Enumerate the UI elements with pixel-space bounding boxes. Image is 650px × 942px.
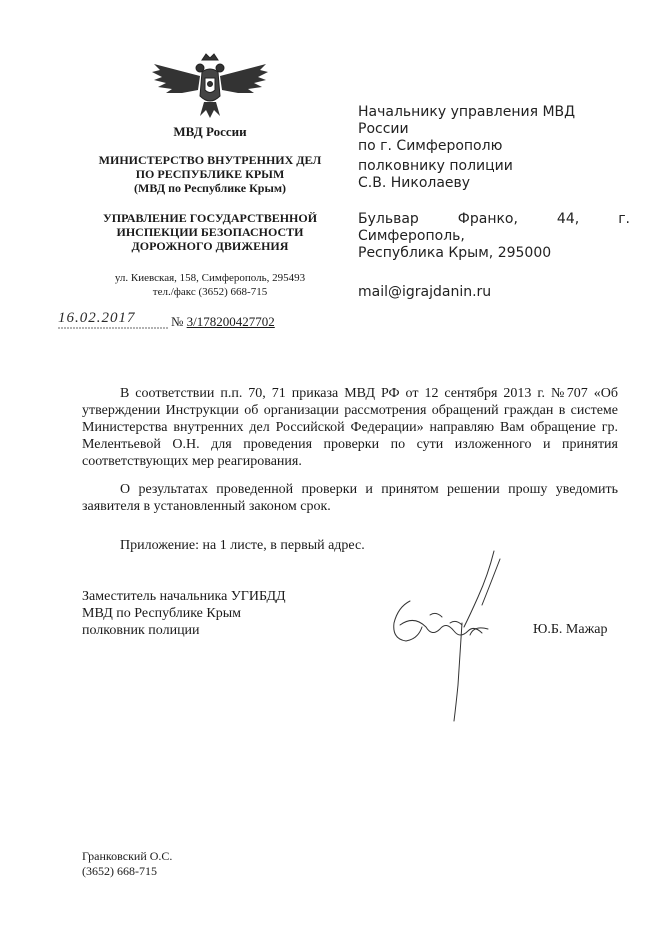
ministry-line: ПО РЕСПУБЛИКЕ КРЫМ (135, 167, 285, 181)
signer-position (82, 588, 382, 639)
department-block (60, 211, 360, 253)
department-line: ИНСПЕКЦИИ БЕЗОПАСНОСТИ (116, 225, 304, 239)
body-paragraph-2: О результатах проведенной проверки и принятом решении прошу уведомить заявителя в установленный законом срок. (82, 482, 618, 514)
department-line: ДОРОЖНОГО ДВИЖЕНИЯ (131, 239, 289, 253)
executor-phone: (3652) 668-715 (82, 864, 157, 878)
department-line: УПРАВЛЕНИЕ ГОСУДАРСТВЕННОЙ (102, 211, 318, 225)
recipient-title-line: Начальнику управления МВД России (358, 104, 576, 137)
date-underline (58, 326, 170, 330)
signer-position-line: Заместитель начальника УГИБДД (82, 589, 286, 604)
body-paragraph-1: В соответствии п.п. 70, 71 приказа МВД РФ от 12 сентября 2013 г. №707 «Об утверждении Инструкции об организации рассмотрения обращений граждан в системе Министерства внутренних дел Российской Федерации» направляю Вам обращение гр. Мелентьевой О.Н. для проведения проверки по сути изложенного и принятия соответствующих мер реагирования. (82, 386, 618, 469)
recipient-rank (358, 158, 628, 192)
date-and-number (58, 308, 358, 332)
ministry-block (60, 153, 360, 195)
executor-name: Гранковский О.С. (82, 849, 173, 863)
ministry-line: МИНИСТЕРСТВО ВНУТРЕННИХ ДЕЛ (98, 153, 322, 167)
number-value: 3/178200427702 (186, 314, 275, 329)
recipient-name: С.В. Николаеву (358, 175, 471, 191)
handwritten-date: 16.02.2017 (58, 310, 136, 326)
recipient-title-line: по г. Симферополю (358, 138, 503, 154)
recipient-rank-line: полковнику полиции (358, 158, 513, 174)
ministry-line: (МВД по Республике Крым) (134, 181, 286, 195)
recipient-address (358, 211, 630, 262)
signature-icon (370, 545, 510, 725)
org-address (60, 271, 360, 299)
recipient-address-line: Бульвар Франко, 44, г. Симферополь, (358, 211, 630, 244)
org-short-name: МВД России (173, 124, 247, 139)
address-line: ул. Киевская, 158, Симферополь, 295493 (114, 272, 306, 284)
attachment-note: Приложение: на 1 листе, в первый адрес. (120, 538, 365, 553)
recipient-email: mail@igrajdanin.ru (358, 284, 492, 300)
phone-line: тел./факс (3652) 668-715 (152, 286, 268, 298)
recipient-address-line: Республика Крым, 295000 (358, 245, 552, 261)
number-sign: № (171, 314, 184, 329)
executor-info (82, 849, 172, 879)
signer-position-line: МВД по Республике Крым (82, 606, 242, 621)
recipient-title (358, 104, 628, 155)
signer-position-line: полковник полиции (82, 623, 200, 638)
signer-name: Ю.Б. Мажар (533, 622, 608, 637)
mvd-emblem-icon (150, 52, 270, 122)
registration-number (171, 314, 275, 330)
